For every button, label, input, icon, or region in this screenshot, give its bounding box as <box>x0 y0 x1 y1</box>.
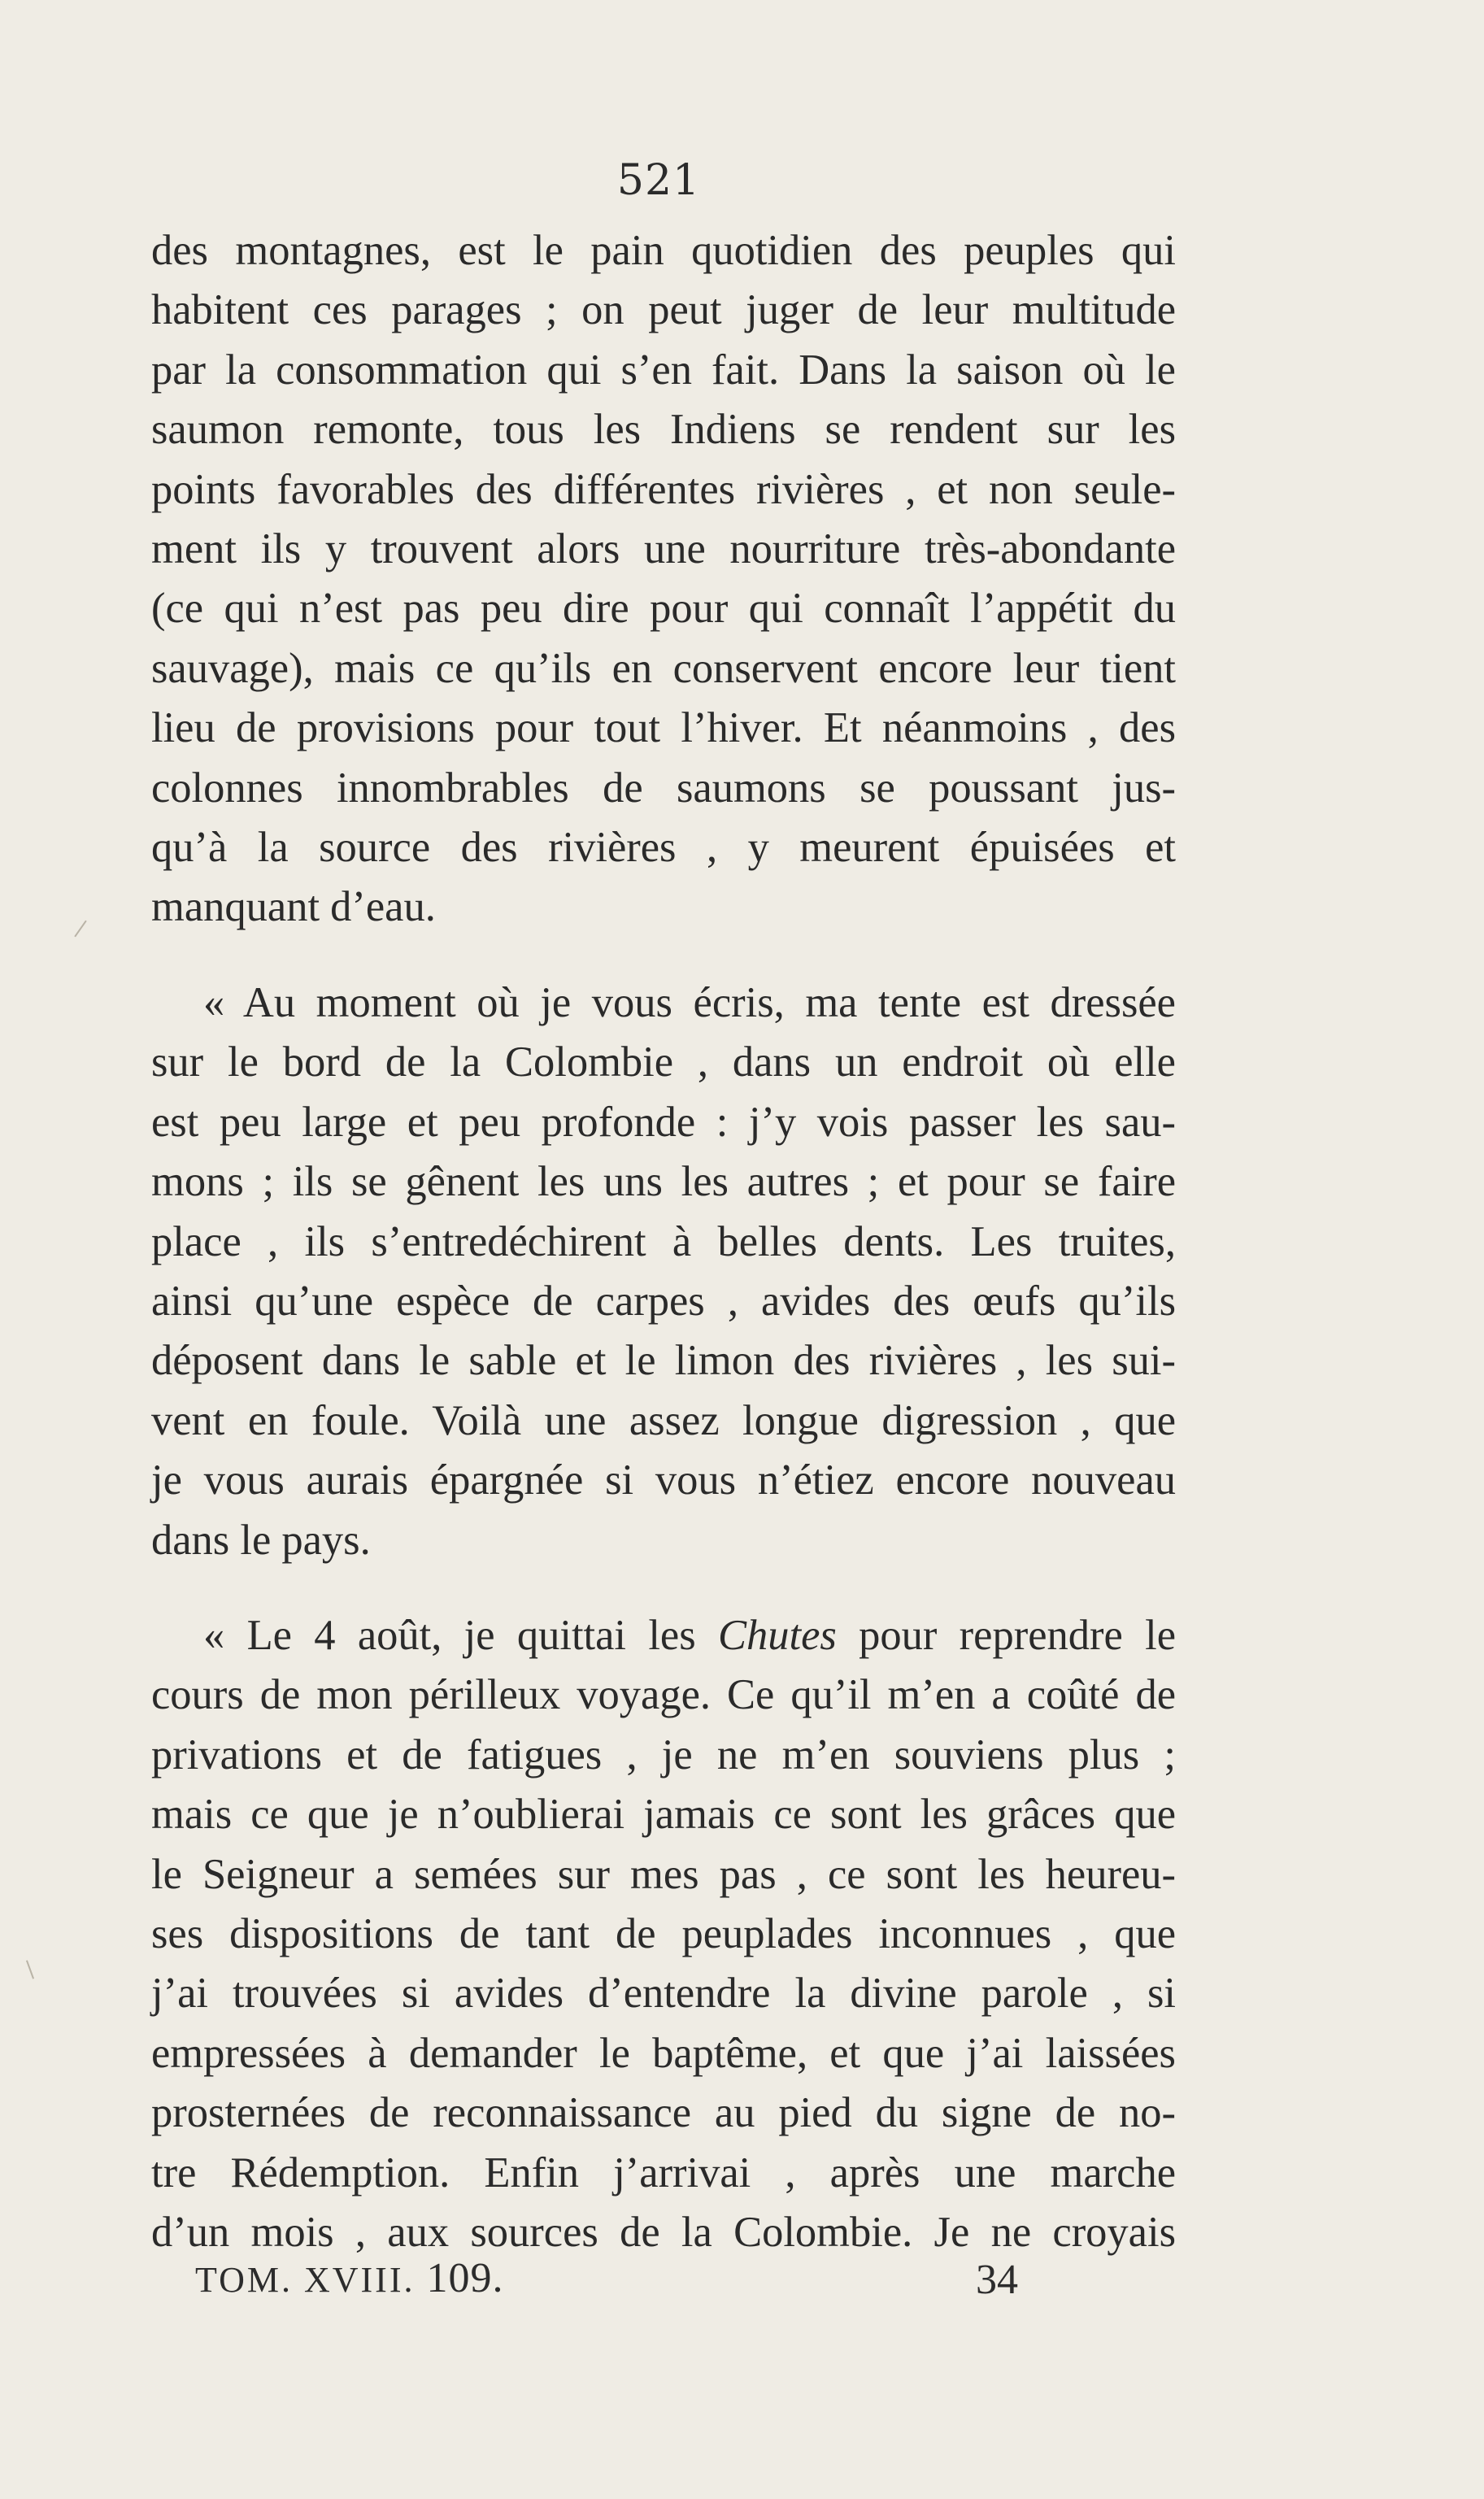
text-line: points favorables des différentes rivières , et non seule- <box>151 465 1176 513</box>
signature-mark <box>195 2254 504 2302</box>
text-line: cours de mon périlleux voyage. Ce qu’il m’en a coûté de <box>151 1671 1176 1719</box>
text-line: (ce qui n’est pas peu dire pour qui connaît l’appétit du <box>151 585 1176 633</box>
text-line: saumon remonte, tous les Indiens se rendent sur les <box>151 406 1176 454</box>
paper-mark <box>74 921 86 938</box>
text-line: « Le 4 août, je quittai les Chutes pour reprendre le <box>203 1611 1176 1659</box>
text-line: mais ce que je n’oublierai jamais ce sont les grâces que <box>151 1791 1176 1839</box>
text-line: habitent ces parages ; on peut juger de leur multitude <box>151 286 1176 334</box>
paragraph-gap <box>151 938 1176 973</box>
text-line: sur le bord de la Colombie , dans un endroit où elle <box>151 1038 1176 1086</box>
text-line: « Au moment où je vous écris, ma tente est dressée <box>203 978 1176 1026</box>
text-line: déposent dans le sable et le limon des rivières , les sui- <box>151 1337 1176 1385</box>
text-line: tre Rédemption. Enfin j’arrivai , après une marche <box>151 2149 1176 2196</box>
text-line: vent en foule. Voilà une assez longue digression , que <box>151 1396 1176 1444</box>
paper-mark <box>26 1960 34 1979</box>
text-line: place , ils s’entredéchirent à belles dents. Les truites, <box>151 1217 1176 1265</box>
text-line: prosternées de reconnaissance au pied du signe de no- <box>151 2089 1176 2137</box>
text-line: mons ; ils se gênent les uns les autres ; et pour se faire <box>151 1158 1176 1206</box>
text-line: des montagnes, est le pain quotidien des peuples qui <box>151 227 1176 274</box>
text-line: lieu de provisions pour tout l’hiver. Et néanmoins , des <box>151 704 1176 752</box>
text-line: d’un mois , aux sources de la Colombie. Je ne croyais <box>151 2209 1176 2256</box>
paragraph-1 <box>151 221 1176 938</box>
text-line: par la consommation qui s’en fait. Dans la saison où le <box>151 346 1176 394</box>
paragraph-2 <box>151 973 1176 1570</box>
text-line: sauvage), mais ce qu’ils en conservent encore leur tient <box>151 644 1176 692</box>
issue-number: 109. <box>426 2255 504 2301</box>
text-line: est peu large et peu profonde : j’y vois passer les sau- <box>151 1098 1176 1146</box>
text-line: colonnes innombrables de saumons se poussant jus- <box>151 764 1176 812</box>
text-line: qu’à la source des rivières , y meurent épuisées et <box>151 824 1176 872</box>
text-line: je vous aurais épargnée si vous n’étiez encore nouveau <box>151 1456 1176 1504</box>
text-line: j’ai trouvées si avides d’entendre la divine parole , si <box>151 1970 1176 2018</box>
text-line: ses dispositions de tant de peuplades inconnues , que <box>151 1909 1176 1957</box>
text-line: ment ils y trouvent alors une nourriture très-abondante <box>151 525 1176 573</box>
text-line: ainsi qu’une espèce de carpes , avides des œufs qu’ils <box>151 1277 1176 1325</box>
italic-word: Chutes <box>717 1611 837 1659</box>
page-number: 521 <box>616 156 701 205</box>
volume-label: TOM. XVIII. <box>195 2260 416 2300</box>
paragraph-3 <box>151 1606 1176 2262</box>
paragraph-gap <box>151 1570 1176 1606</box>
text-line: le Seigneur a semées sur mes pas , ce sont les heureu- <box>151 1850 1176 1898</box>
sheet-number: 34 <box>976 2257 1018 2303</box>
text-line: manquant d’eau. <box>151 883 436 931</box>
text-line: dans le pays. <box>151 1516 371 1564</box>
text-line: privations et de fatigues , je ne m’en souviens plus ; <box>151 1731 1176 1778</box>
body-text <box>151 221 1176 2262</box>
text-line: empressées à demander le baptême, et que j’ai laissées <box>151 2029 1176 2077</box>
